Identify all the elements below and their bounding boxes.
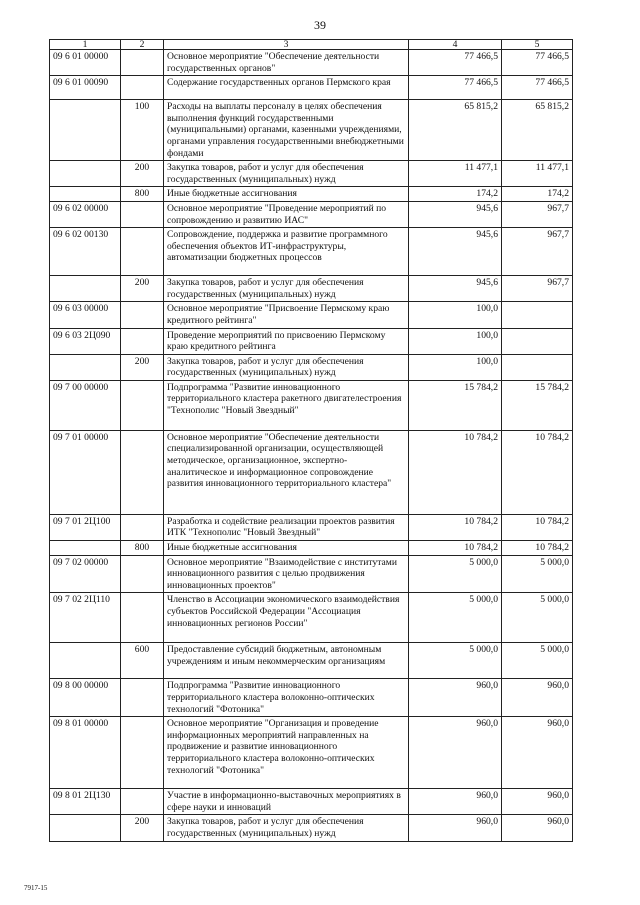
- table-row: [50, 201, 573, 227]
- row-value-col5: 960,0: [502, 815, 573, 841]
- row-expense-type: [121, 679, 164, 717]
- row-value-col5: [502, 354, 573, 380]
- table-row: [50, 643, 573, 679]
- row-value-col5: [502, 302, 573, 328]
- row-code: 09 6 03 2Ц090: [50, 328, 121, 354]
- table-row: [50, 679, 573, 717]
- table-row: [50, 380, 573, 430]
- row-value-col4: 5 000,0: [409, 555, 502, 593]
- row-expense-type: 600: [121, 643, 164, 679]
- row-value-col5: 65 815,2: [502, 100, 573, 161]
- row-value-col4: 960,0: [409, 679, 502, 717]
- table-row: [50, 717, 573, 789]
- row-value-col4: 945,6: [409, 276, 502, 302]
- row-value-col5: 5 000,0: [502, 593, 573, 643]
- row-expense-type: [121, 380, 164, 430]
- row-value-col4: 10 784,2: [409, 541, 502, 556]
- row-expense-type: [121, 430, 164, 514]
- row-value-col4: 174,2: [409, 187, 502, 202]
- row-value-col4: 5 000,0: [409, 643, 502, 679]
- row-value-col4: 100,0: [409, 302, 502, 328]
- table-row: [50, 514, 573, 540]
- row-code: [50, 541, 121, 556]
- row-name: Закупка товаров, работ и услуг для обеспечения государственных (муниципальных) нужд: [164, 276, 409, 302]
- row-value-col4: 960,0: [409, 815, 502, 841]
- table-row: [50, 228, 573, 276]
- row-expense-type: [121, 789, 164, 815]
- row-value-col4: 65 815,2: [409, 100, 502, 161]
- table-row: [50, 789, 573, 815]
- row-expense-type: [121, 328, 164, 354]
- row-value-col5: 960,0: [502, 679, 573, 717]
- header-col-4: 4: [409, 40, 502, 50]
- row-value-col5: 15 784,2: [502, 380, 573, 430]
- row-value-col4: 960,0: [409, 789, 502, 815]
- row-name: Закупка товаров, работ и услуг для обеспечения государственных (муниципальных) нужд: [164, 354, 409, 380]
- row-value-col4: 15 784,2: [409, 380, 502, 430]
- row-name: Сопровождение, поддержка и развитие программного обеспечения объектов ИТ-инфраструктуры, автоматизации бюджетных процессов: [164, 228, 409, 276]
- row-value-col4: 5 000,0: [409, 593, 502, 643]
- row-value-col5: 10 784,2: [502, 430, 573, 514]
- table-row: [50, 328, 573, 354]
- row-expense-type: [121, 717, 164, 789]
- table-row: [50, 541, 573, 556]
- table-row: [50, 76, 573, 100]
- row-name: Расходы на выплаты персоналу в целях обеспечения выполнения функций государственными (муниципальными) органами, казенными учреждениями, органами управления государственными внебюджетными фондами: [164, 100, 409, 161]
- row-code: [50, 354, 121, 380]
- row-expense-type: [121, 593, 164, 643]
- row-code: 09 7 01 2Ц100: [50, 514, 121, 540]
- row-code: [50, 100, 121, 161]
- row-name: Разработка и содействие реализации проектов развития ИТК "Технополис "Новый Звездный": [164, 514, 409, 540]
- row-code: 09 7 02 00000: [50, 555, 121, 593]
- footer-code: 7917-15: [24, 884, 48, 892]
- row-code: 09 8 01 00000: [50, 717, 121, 789]
- row-value-col4: 100,0: [409, 328, 502, 354]
- row-expense-type: [121, 201, 164, 227]
- row-expense-type: 800: [121, 541, 164, 556]
- row-code: [50, 161, 121, 187]
- row-expense-type: 200: [121, 815, 164, 841]
- row-code: 09 7 02 2Ц110: [50, 593, 121, 643]
- table-row: [50, 100, 573, 161]
- row-expense-type: [121, 514, 164, 540]
- row-value-col5: 960,0: [502, 717, 573, 789]
- row-name: Основное мероприятие "Присвоение Пермскому краю кредитного рейтинга": [164, 302, 409, 328]
- row-expense-type: 800: [121, 187, 164, 202]
- row-name: Основное мероприятие "Организация и проведение информационных мероприятий направленных на продвижение и развитие инновационного территориального кластера волоконно-оптических технологий "Фотоника": [164, 717, 409, 789]
- row-name: Подпрограмма "Развитие инновационного территориального кластера ракетного двигателестроения "Технополис "Новый Звездный": [164, 380, 409, 430]
- row-value-col4: 100,0: [409, 354, 502, 380]
- row-name: Закупка товаров, работ и услуг для обеспечения государственных (муниципальных) нужд: [164, 161, 409, 187]
- row-name: Иные бюджетные ассигнования: [164, 541, 409, 556]
- row-code: 09 8 00 00000: [50, 679, 121, 717]
- row-value-col5: 967,7: [502, 201, 573, 227]
- table-row: [50, 302, 573, 328]
- table-row: [50, 555, 573, 593]
- row-expense-type: [121, 228, 164, 276]
- row-expense-type: 200: [121, 161, 164, 187]
- row-expense-type: 200: [121, 354, 164, 380]
- row-value-col4: 77 466,5: [409, 76, 502, 100]
- row-value-col4: 10 784,2: [409, 430, 502, 514]
- row-value-col5: 960,0: [502, 789, 573, 815]
- row-name: Содержание государственных органов Пермского края: [164, 76, 409, 100]
- row-code: 09 7 01 00000: [50, 430, 121, 514]
- row-name: Подпрограмма "Развитие инновационного территориального кластера волоконно-оптических технологий "Фотоника": [164, 679, 409, 717]
- row-code: [50, 815, 121, 841]
- row-code: [50, 187, 121, 202]
- row-code: 09 6 02 00000: [50, 201, 121, 227]
- row-value-col5: 967,7: [502, 228, 573, 276]
- row-code: 09 8 01 2Ц130: [50, 789, 121, 815]
- header-col-3: 3: [164, 40, 409, 50]
- row-value-col4: 945,6: [409, 228, 502, 276]
- row-expense-type: [121, 555, 164, 593]
- row-name: Иные бюджетные ассигнования: [164, 187, 409, 202]
- row-code: 09 6 01 00000: [50, 50, 121, 76]
- row-code: [50, 643, 121, 679]
- header-col-1: 1: [50, 40, 121, 50]
- row-code: [50, 276, 121, 302]
- row-name: Членство в Ассоциации экономического взаимодействия субъектов Российской Федерации "Ассоциация инновационных регионов России": [164, 593, 409, 643]
- row-expense-type: [121, 76, 164, 100]
- row-name: Основное мероприятие "Проведение мероприятий по сопровождению и развитию ИАС": [164, 201, 409, 227]
- table-row: [50, 276, 573, 302]
- row-value-col4: 960,0: [409, 717, 502, 789]
- table-header-row: [50, 40, 573, 50]
- header-col-5: 5: [502, 40, 573, 50]
- header-col-2: 2: [121, 40, 164, 50]
- row-name: Основное мероприятие "Обеспечение деятельности государственных органов": [164, 50, 409, 76]
- row-value-col5: 5 000,0: [502, 643, 573, 679]
- row-value-col5: 967,7: [502, 276, 573, 302]
- row-value-col4: 10 784,2: [409, 514, 502, 540]
- row-expense-type: 200: [121, 276, 164, 302]
- row-name: Основное мероприятие "Обеспечение деятельности специализированной организации, осуществляющей методическое, организационное, экспертно-аналитическое и информационное сопровождение развития инновационного территориального кластера": [164, 430, 409, 514]
- row-expense-type: 100: [121, 100, 164, 161]
- table-row: [50, 815, 573, 841]
- row-value-col5: [502, 328, 573, 354]
- row-value-col4: 77 466,5: [409, 50, 502, 76]
- row-name: Основное мероприятие "Взаимодействие с институтами инновационного развития с целью продвижения инновационных проектов": [164, 555, 409, 593]
- table-row: [50, 187, 573, 202]
- row-name: Участие в информационно-выставочных мероприятиях в сфере науки и инноваций: [164, 789, 409, 815]
- row-value-col5: 5 000,0: [502, 555, 573, 593]
- row-value-col5: 77 466,5: [502, 50, 573, 76]
- row-value-col5: 10 784,2: [502, 541, 573, 556]
- table-row: [50, 161, 573, 187]
- budget-table: [49, 39, 573, 842]
- row-value-col5: 10 784,2: [502, 514, 573, 540]
- table-row: [50, 354, 573, 380]
- row-code: 09 6 03 00000: [50, 302, 121, 328]
- row-value-col5: 77 466,5: [502, 76, 573, 100]
- table-row: [50, 430, 573, 514]
- row-code: 09 6 01 00090: [50, 76, 121, 100]
- row-code: 09 6 02 00130: [50, 228, 121, 276]
- row-value-col5: 174,2: [502, 187, 573, 202]
- row-name: Проведение мероприятий по присвоению Пермскому краю кредитного рейтинга: [164, 328, 409, 354]
- row-code: 09 7 00 00000: [50, 380, 121, 430]
- row-expense-type: [121, 302, 164, 328]
- row-value-col4: 11 477,1: [409, 161, 502, 187]
- row-value-col5: 11 477,1: [502, 161, 573, 187]
- row-value-col4: 945,6: [409, 201, 502, 227]
- table-row: [50, 50, 573, 76]
- row-name: Предоставление субсидий бюджетным, автономным учреждениям и иным некоммерческим организациям: [164, 643, 409, 679]
- row-name: Закупка товаров, работ и услуг для обеспечения государственных (муниципальных) нужд: [164, 815, 409, 841]
- row-expense-type: [121, 50, 164, 76]
- page-number: 39: [314, 18, 326, 32]
- table-row: [50, 593, 573, 643]
